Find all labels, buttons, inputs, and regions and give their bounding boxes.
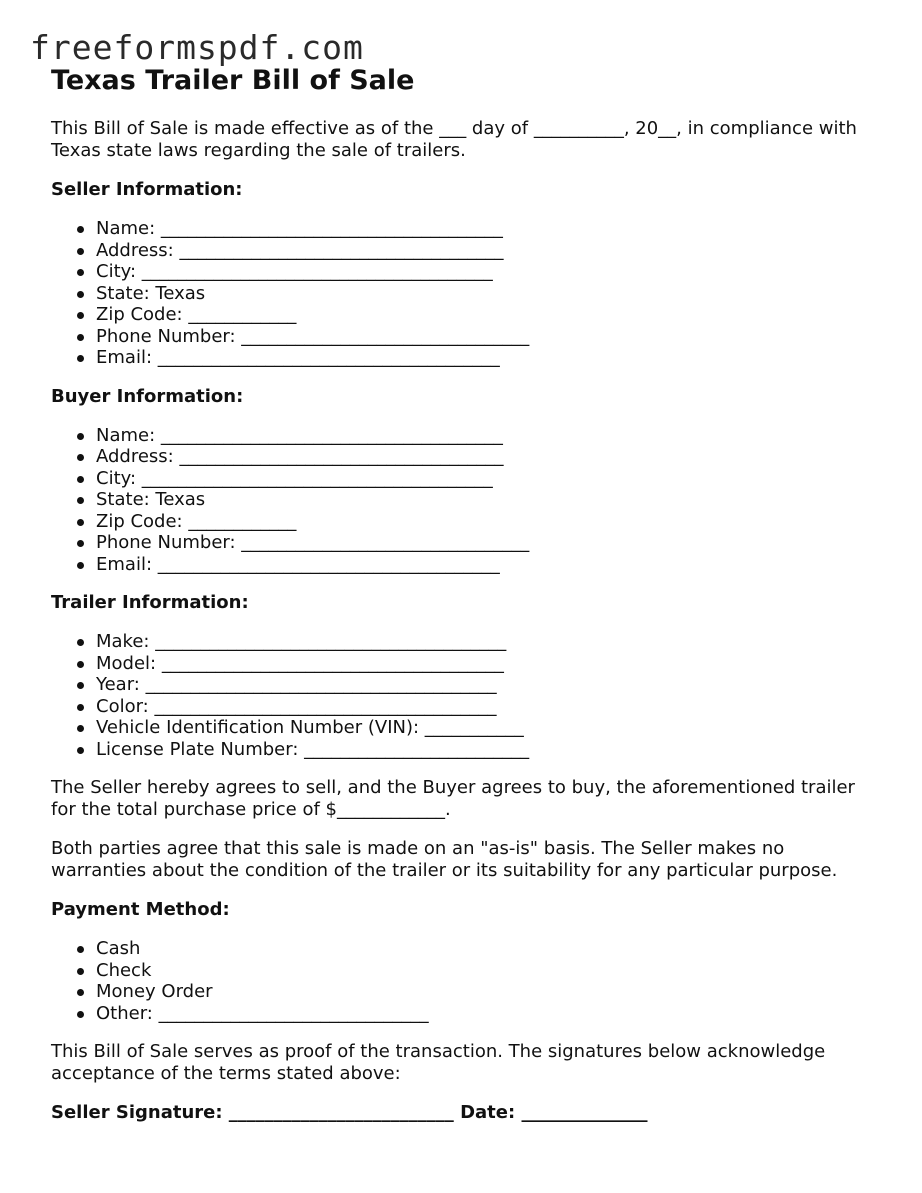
seller-name-field[interactable]: Name: ______________________________________ [96,218,881,240]
buyer-name-field[interactable]: Name: ______________________________________ [96,425,881,447]
payment-option-cash: Cash [96,938,881,960]
trailer-year-field[interactable]: Year: _______________________________________ [96,674,881,696]
buyer-heading: Buyer Information: [51,385,244,407]
buyer-field-list [51,425,881,576]
buyer-city-field[interactable]: City: _______________________________________ [96,468,881,490]
intro-paragraph: This Bill of Sale is made effective as of the ___ day of __________, 20__, in compliance with Texas state laws regarding the sale of trailers. [51,118,857,161]
seller-zip-field[interactable]: Zip Code: ____________ [96,304,881,326]
buyer-phone-field[interactable]: Phone Number: ________________________________ [96,532,881,554]
proof-paragraph: This Bill of Sale serves as proof of the transaction. The signatures below acknowledge acceptance of the terms stated above: [51,1041,826,1084]
buyer-email-field[interactable]: Email: ______________________________________ [96,554,881,576]
agreement-paragraph: The Seller hereby agrees to sell, and the Buyer agrees to buy, the aforementioned trailer for the total purchase price of $____________. [51,777,855,820]
trailer-vin-field[interactable]: Vehicle Identification Number (VIN): ___________ [96,717,881,739]
payment-option-other-field[interactable]: Other: ______________________________ [96,1003,881,1025]
seller-signature-line[interactable]: Seller Signature: _________________________ Date: ______________ [51,1102,648,1123]
buyer-zip-field[interactable]: Zip Code: ____________ [96,511,881,533]
payment-option-check: Check [96,960,881,982]
seller-address-field[interactable]: Address: ____________________________________ [96,240,881,262]
buyer-state-field: State: Texas [96,489,881,511]
trailer-color-field[interactable]: Color: ______________________________________ [96,696,881,718]
payment-option-money-order: Money Order [96,981,881,1003]
seller-email-field[interactable]: Email: ______________________________________ [96,347,881,369]
payment-option-list [51,938,881,1024]
as-is-paragraph: Both parties agree that this sale is made on an "as-is" basis. The Seller makes no warranties about the condition of the trailer or its suitability for any particular purpose. [51,838,838,881]
seller-field-list [51,218,881,369]
payment-heading: Payment Method: [51,899,230,920]
trailer-plate-field[interactable]: License Plate Number: _________________________ [96,739,881,761]
buyer-address-field[interactable]: Address: ____________________________________ [96,446,881,468]
document-body [51,63,881,1124]
seller-heading: Seller Information: [51,179,243,200]
seller-city-field[interactable]: City: _______________________________________ [96,261,881,283]
trailer-field-list [51,631,881,760]
site-watermark: freeformspdf.com [30,28,364,67]
trailer-model-field[interactable]: Model: ______________________________________ [96,653,881,675]
seller-phone-field[interactable]: Phone Number: ________________________________ [96,326,881,348]
document-title: Texas Trailer Bill of Sale [51,65,415,96]
trailer-make-field[interactable]: Make: _______________________________________ [96,631,881,653]
trailer-heading: Trailer Information: [51,592,249,613]
seller-state-field: State: Texas [96,283,881,305]
